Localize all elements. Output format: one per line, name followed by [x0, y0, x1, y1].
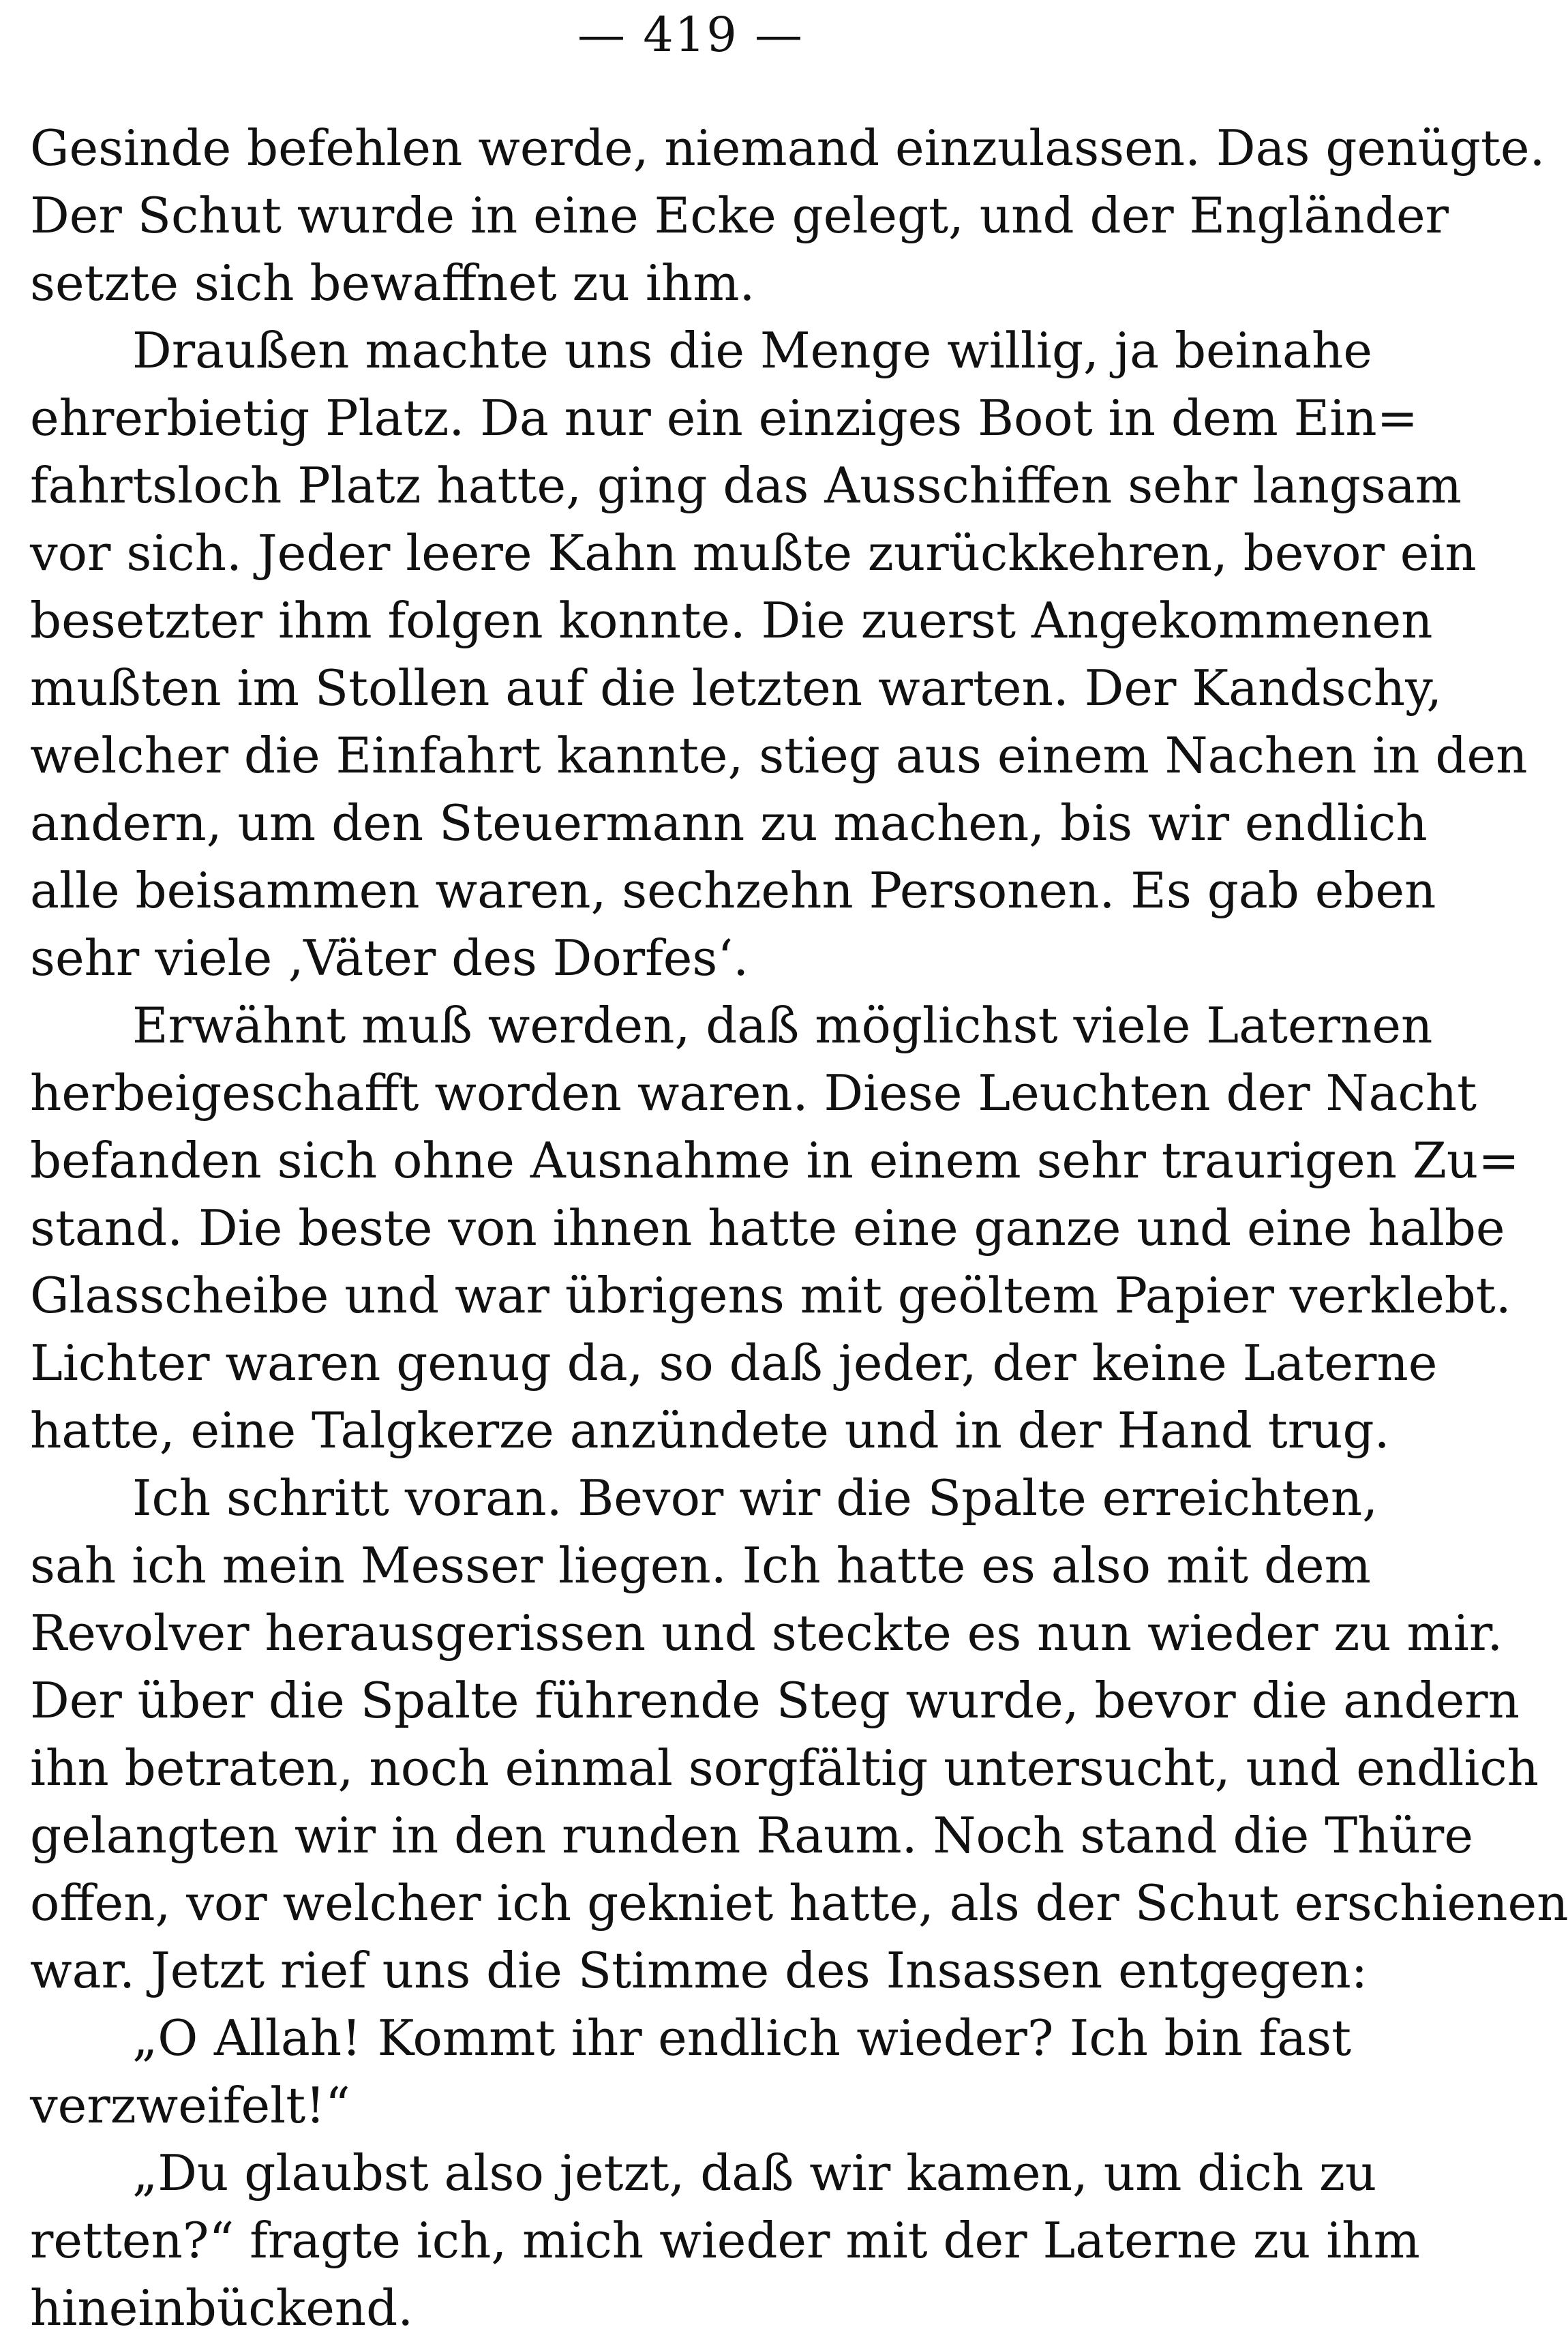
text-line: besetzter ihm folgen konnte. Die zuerst Angekommenen: [30, 592, 1433, 649]
text-line: Ich schritt voran. Bevor wir die Spalte erreichten,: [132, 1469, 1378, 1527]
text-line: Gesinde befehlen werde, niemand einzulassen. Das genügte.: [30, 119, 1546, 177]
text-line: Der Schut wurde in eine Ecke gelegt, und der Engländer: [30, 187, 1449, 244]
text-line: retten?“ fragte ich, mich wieder mit der Laterne zu ihm: [30, 2212, 1420, 2269]
book-page: [30, 0, 1568, 2337]
text-line: Erwähnt muß werden, daß möglichst viele Laternen: [132, 997, 1433, 1054]
text-line: „O Allah! Kommt ihr endlich wieder? Ich bin fast: [132, 2009, 1351, 2067]
text-line: alle beisammen waren, sechzehn Personen. Es gab eben: [30, 862, 1436, 919]
text-line: sah ich mein Messer liegen. Ich hatte es also mit dem: [30, 1537, 1371, 1594]
text-line: „Du glaubst also jetzt, daß wir kamen, um dich zu: [132, 2144, 1377, 2202]
text-line: andern, um den Steuermann zu machen, bis wir endlich: [30, 794, 1428, 852]
text-line: verzweifelt!“: [30, 2077, 350, 2134]
text-line: stand. Die beste von ihnen hatte eine ganze und eine halbe: [30, 1199, 1505, 1257]
text-line: setzte sich bewaffnet zu ihm.: [30, 254, 755, 312]
text-line: mußten im Stollen auf die letzten warten. Der Kandschy,: [30, 659, 1443, 717]
text-line: Lichter waren genug da, so daß jeder, der keine Laterne: [30, 1334, 1438, 1392]
text-line: welcher die Einfahrt kannte, stieg aus einem Nachen in den: [30, 727, 1528, 784]
text-line: Glasscheibe und war übrigens mit geöltem Papier verklebt.: [30, 1267, 1511, 1324]
text-line: ehrerbietig Platz. Da nur ein einziges Boot in dem Ein=: [30, 389, 1418, 447]
text-line: offen, vor welcher ich gekniet hatte, als der Schut erschienen: [30, 1874, 1568, 1932]
text-line: sehr viele ‚Väter des Dorfes‘.: [30, 929, 749, 987]
text-line: war. Jetzt rief uns die Stimme des Insassen entgegen:: [30, 1942, 1368, 1999]
text-line: Der über die Spalte führende Steg wurde, bevor die andern: [30, 1672, 1520, 1729]
body-text: [30, 115, 1568, 2342]
text-line: befanden sich ohne Ausnahme in einem sehr traurigen Zu=: [30, 1132, 1520, 1189]
text-line: vor sich. Jeder leere Kahn mußte zurückkehren, bevor ein: [30, 524, 1477, 582]
text-line: gelangten wir in den runden Raum. Noch stand die Thüre: [30, 1807, 1473, 1864]
text-line: hatte, eine Talgkerze anzündete und in der Hand trug.: [30, 1402, 1390, 1459]
page-number: — 419 —: [577, 7, 804, 63]
text-line: hineinbückend.: [30, 2279, 414, 2337]
text-line: ihn betraten, noch einmal sorgfältig untersucht, und endlich: [30, 1739, 1539, 1797]
text-line: Revolver herausgerissen und steckte es nun wieder zu mir.: [30, 1604, 1503, 1662]
text-line: herbeigeschafft worden waren. Diese Leuchten der Nacht: [30, 1064, 1477, 1122]
text-line: fahrtsloch Platz hatte, ging das Ausschiffen sehr langsam: [30, 457, 1462, 514]
text-line: Draußen machte uns die Menge willig, ja beinahe: [132, 322, 1372, 379]
